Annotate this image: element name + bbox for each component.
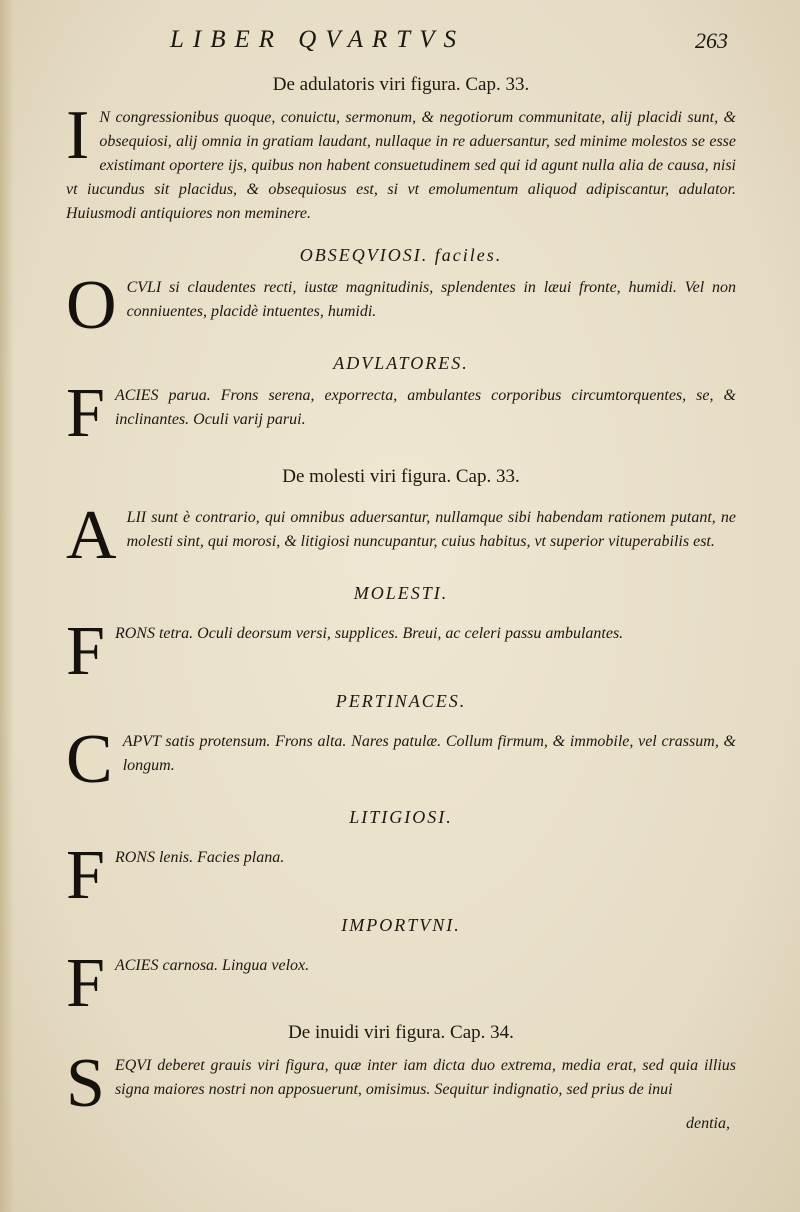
- running-title: LIBER QVARTVS: [170, 26, 465, 53]
- section-heading-obsequiosi: OBSEQVIOSI. faciles.: [299, 245, 503, 265]
- paragraph-frons-lenis: [66, 837, 736, 914]
- paragraph-facies-parua: [66, 375, 736, 452]
- running-head: [0, 22, 800, 58]
- section-heading-molesti: MOLESTI.: [353, 583, 449, 603]
- paragraph-text: LII sunt è contrario, qui omnibus aduersantur, nullamque sibi habendam rationem putant, ne molesti sint, qui morosi, & litigiosi nuncupantur, cuius habitus, vt superior vituperabilis est.: [126, 509, 736, 550]
- drop-cap: O: [66, 267, 117, 344]
- paragraph-text: RONS tetra. Oculi deorsum versi, supplices. Breui, ac celeri passu ambulantes.: [114, 625, 624, 642]
- paragraph-sequi: [66, 1045, 736, 1122]
- drop-cap: F: [66, 375, 105, 452]
- drop-cap: A: [66, 497, 117, 574]
- drop-cap: F: [66, 613, 105, 690]
- page-number: 263: [695, 28, 728, 53]
- drop-cap: F: [66, 837, 105, 914]
- paragraph-facies-carnosa: [66, 945, 736, 1022]
- section-heading-adulatores: ADVLATORES.: [333, 353, 469, 373]
- paragraph-text: EQVI deberet grauis viri figura, quæ inter iam dicta duo extrema, media erat, sed quia illius signa maiores nostri non apposuerunt, omisimus. Sequitur indignatio, sed prius de inui: [114, 1057, 736, 1098]
- drop-cap: I: [66, 97, 90, 174]
- drop-cap: F: [66, 945, 105, 1022]
- section-heading-pertinaces: PERTINACES.: [335, 691, 467, 711]
- paragraph-text: N congressionibus quoque, conuictu, sermonum, & negotiorum communitate, alij placidi sunt, & obsequiosi, alij omnia in gratiam laudant, nullaque in re aduersantur, sed minime molestos se esse existimant oportere ijs, quibus non habent consuetudinem sed qui id agunt nulla alia de causa, nisi vt iucundus sit placidus, & obsequiosus est, si vt emolumentum aliquod adipiscantur, adulator. Huiusmodi antiquiores non meminere.: [66, 109, 736, 222]
- paragraph-text: ACIES carnosa. Lingua velox.: [114, 957, 310, 974]
- section-heading-litigiosi: LITIGIOSI.: [349, 807, 453, 827]
- section-heading-importuni: IMPORTVNI.: [341, 915, 461, 935]
- paragraph-oculi: [66, 267, 736, 344]
- paragraph-text: RONS lenis. Facies plana.: [114, 849, 285, 866]
- paragraph-text: ACIES parua. Frons serena, exporrecta, ambulantes corporibus circumtorquentes, se, & inclinantes. Oculi varij parui.: [114, 387, 736, 428]
- page-body: [66, 70, 736, 1136]
- chapter-heading-molesti: De molesti viri figura. Cap. 33.: [282, 466, 520, 487]
- catchword-continuation: dentia,: [686, 1115, 730, 1132]
- drop-cap: C: [66, 721, 113, 798]
- page-gutter-shadow: [0, 0, 14, 1212]
- chapter-heading-inuidi: De inuidi viri figura. Cap. 34.: [288, 1022, 514, 1043]
- paragraph-frons-tetra: [66, 613, 736, 690]
- chapter-heading-adulator: De adulatoris viri figura. Cap. 33.: [272, 74, 530, 95]
- paragraph-alii: [66, 497, 736, 574]
- paragraph-adulator-intro: [66, 97, 736, 226]
- paragraph-text: APVT satis protensum. Frons alta. Nares patulæ. Collum firmum, & immobile, vel crassum, & longum.: [122, 733, 736, 774]
- drop-cap: S: [66, 1045, 105, 1122]
- paragraph-text: CVLI si claudentes recti, iustæ magnitudinis, splendentes in læui fronte, humidi. Vel non conniuentes, placidè intuentes, humidi.: [126, 279, 736, 320]
- paragraph-caput: [66, 721, 736, 798]
